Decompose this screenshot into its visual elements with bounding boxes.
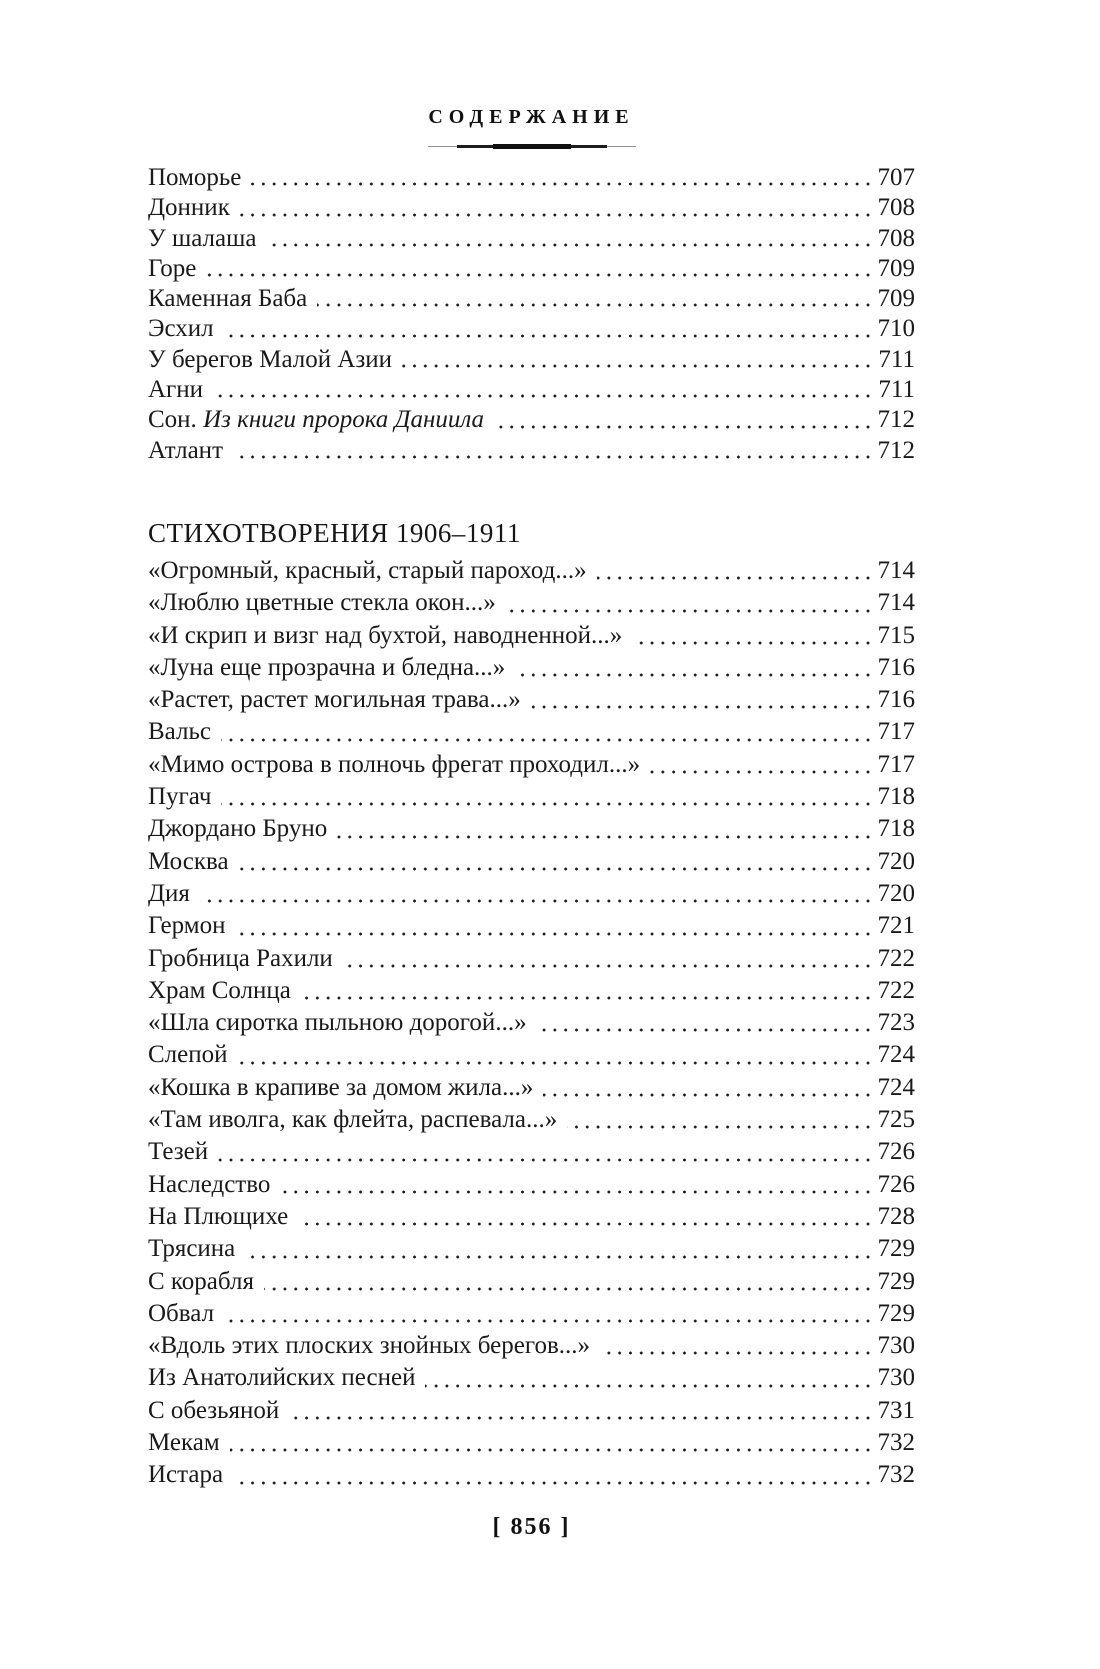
toc-entry xyxy=(148,375,915,405)
toc-entry xyxy=(148,163,915,193)
toc-entry xyxy=(148,1169,915,1201)
toc-entry-title: Донник xyxy=(148,193,240,223)
page-title: СОДЕРЖАНИЕ xyxy=(428,106,635,128)
toc-entry xyxy=(148,1201,915,1233)
toc-entry-title: «Огромный, красный, старый пароход...» xyxy=(148,555,597,587)
toc-entry-page-number: 714 xyxy=(874,555,916,587)
toc-entry xyxy=(148,1136,915,1168)
toc-entry-page-number: 709 xyxy=(874,254,916,284)
rule-mid-right xyxy=(571,145,607,148)
toc-entry-title: «Там иволга, как флейта, распевала...» xyxy=(148,1104,567,1136)
toc-entry-page-number: 718 xyxy=(874,813,916,845)
toc-entry-page-number: 717 xyxy=(874,749,916,781)
toc-entry-page-number: 729 xyxy=(874,1233,916,1265)
toc-entry-title: «И скрип и визг над бухтой, наводненной...» xyxy=(148,620,632,652)
toc-entry-page-number: 732 xyxy=(874,1459,916,1491)
toc-entry xyxy=(148,684,915,716)
toc-entry xyxy=(148,813,915,845)
toc-entry-page-number: 711 xyxy=(874,375,915,405)
toc-entry-title: Гробница Рахили xyxy=(148,943,343,975)
toc-entry-title: Джордано Бруно xyxy=(148,813,337,845)
toc-entry-page-number: 723 xyxy=(874,1007,916,1039)
toc-section-heading: СТИХОТВОРЕНИЯ 1906–1911 xyxy=(148,517,521,548)
toc-entry-page-number: 722 xyxy=(874,975,916,1007)
toc-entry xyxy=(148,1459,915,1491)
rule-thick-center xyxy=(493,144,571,149)
toc-entry xyxy=(148,555,915,587)
toc-entry-title: Атлант xyxy=(148,436,233,466)
toc-entry xyxy=(148,405,915,435)
toc-entry-title: «Растет, растет могильная трава...» xyxy=(148,684,531,716)
toc-entry xyxy=(148,587,915,619)
toc-entry-title: Слепой xyxy=(148,1039,238,1071)
toc-entry-page-number: 715 xyxy=(874,620,916,652)
toc-entry-page-number: 709 xyxy=(874,284,916,314)
toc-entry-page-number: 728 xyxy=(874,1201,916,1233)
toc xyxy=(148,163,915,1492)
toc-entry xyxy=(148,846,915,878)
toc-entry xyxy=(148,254,915,284)
toc-entry-title: Дия xyxy=(148,878,200,910)
toc-entry xyxy=(148,436,915,466)
toc-entry-page-number: 708 xyxy=(874,224,916,254)
rule-mid-left xyxy=(457,145,493,148)
toc-entry xyxy=(148,1233,915,1265)
toc-entry-title: Горе xyxy=(148,254,206,284)
toc-entry-page-number: 725 xyxy=(874,1104,916,1136)
toc-entry xyxy=(148,910,915,942)
toc-entry-title: На Плющихе xyxy=(148,1201,298,1233)
toc-entry-title: «Шла сиротка пыльною дорогой...» xyxy=(148,1007,537,1039)
toc-entry-page-number: 718 xyxy=(874,781,916,813)
toc-entry-page-number: 712 xyxy=(874,405,916,435)
toc-entry-title: «Вдоль этих плоских знойных берегов...» xyxy=(148,1330,600,1362)
toc-entry xyxy=(148,1362,915,1394)
toc-entry-title: «Луна еще прозрачна и бледна...» xyxy=(148,652,515,684)
toc-entry-title: Храм Солнца xyxy=(148,975,301,1007)
page-footer-number: [ 856 ] xyxy=(492,1514,571,1540)
toc-entry-title: Обвал xyxy=(148,1298,224,1330)
toc-entry xyxy=(148,1039,915,1071)
toc-entry-title: Тезей xyxy=(148,1136,218,1168)
toc-entry-page-number: 720 xyxy=(874,846,916,878)
toc-entry xyxy=(148,975,915,1007)
toc-entry-title: Сон. Из книги пророка Даниила xyxy=(148,405,494,435)
toc-entry-title: С корабля xyxy=(148,1266,264,1298)
toc-entry-title: Истара xyxy=(148,1459,233,1491)
toc-entry xyxy=(148,1266,915,1298)
toc-entry xyxy=(148,943,915,975)
toc-entry-title: «Люблю цветные стекла окон...» xyxy=(148,587,506,619)
toc-entry-title-italic: Из книги пророка Даниила xyxy=(196,406,485,434)
toc-entry xyxy=(148,1104,915,1136)
ornamental-rule xyxy=(428,144,636,149)
toc-entry-page-number: 711 xyxy=(874,345,915,375)
toc-entry-title: Поморье xyxy=(148,163,251,193)
toc-entry-page-number: 729 xyxy=(874,1298,916,1330)
toc-entry-title: У шалаша xyxy=(148,224,266,254)
toc-entry-page-number: 724 xyxy=(874,1039,916,1071)
toc-entry-page-number: 730 xyxy=(874,1330,916,1362)
toc-entry-title: У берегов Малой Азии xyxy=(148,345,402,375)
toc-entry xyxy=(148,345,915,375)
toc-entry-page-number: 730 xyxy=(874,1362,916,1394)
toc-entry-page-number: 712 xyxy=(874,436,916,466)
rule-thin-right xyxy=(607,146,636,147)
toc-entry-page-number: 714 xyxy=(874,587,916,619)
toc-entry-title: Москва xyxy=(148,846,239,878)
toc-entry-page-number: 729 xyxy=(874,1266,916,1298)
toc-entry-title: Эсхил xyxy=(148,314,224,344)
toc-entry-title: «Кошка в крапиве за домом жила...» xyxy=(148,1072,543,1104)
toc-entry xyxy=(148,1072,915,1104)
toc-entry-page-number: 717 xyxy=(874,716,916,748)
toc-entry xyxy=(148,1395,915,1427)
toc-entry-title: Наследство xyxy=(148,1169,280,1201)
toc-entry-page-number: 724 xyxy=(874,1072,916,1104)
toc-entry xyxy=(148,1298,915,1330)
toc-entry-page-number: 732 xyxy=(874,1427,916,1459)
toc-section xyxy=(148,163,915,466)
toc-entry-page-number: 716 xyxy=(874,684,916,716)
toc-entry xyxy=(148,193,915,223)
toc-entry xyxy=(148,878,915,910)
toc-entry-page-number: 708 xyxy=(874,193,916,223)
toc-entry xyxy=(148,1330,915,1362)
toc-entry xyxy=(148,620,915,652)
rule-thin-left xyxy=(428,146,457,147)
toc-entry-page-number: 721 xyxy=(874,910,916,942)
toc-entry-title: Агни xyxy=(148,375,213,405)
toc-entry-title: Трясина xyxy=(148,1233,245,1265)
toc-entry-page-number: 731 xyxy=(874,1395,916,1427)
toc-entry-title: Мекам xyxy=(148,1427,230,1459)
toc-entry-title: «Мимо острова в полночь фрегат проходил...» xyxy=(148,749,650,781)
toc-entry xyxy=(148,1007,915,1039)
toc-entry xyxy=(148,781,915,813)
toc-entry-page-number: 726 xyxy=(874,1169,916,1201)
toc-section xyxy=(148,516,915,1492)
toc-entry-page-number: 710 xyxy=(874,314,916,344)
toc-entry xyxy=(148,749,915,781)
toc-entry xyxy=(148,284,915,314)
toc-entry-title: Из Анатолийских песней xyxy=(148,1362,425,1394)
toc-entry-page-number: 720 xyxy=(874,878,916,910)
toc-entry-page-number: 716 xyxy=(874,652,916,684)
toc-entry xyxy=(148,314,915,344)
toc-entry xyxy=(148,1427,915,1459)
toc-entry-title: С обезьяной xyxy=(148,1395,289,1427)
toc-entry xyxy=(148,716,915,748)
toc-entry-page-number: 722 xyxy=(874,943,916,975)
toc-entry xyxy=(148,652,915,684)
toc-entry-page-number: 707 xyxy=(874,163,916,193)
toc-entry-title: Гермон xyxy=(148,910,235,942)
toc-entry-title: Каменная Баба xyxy=(148,284,317,314)
toc-entry-page-number: 726 xyxy=(874,1136,916,1168)
toc-entry-title: Вальс xyxy=(148,716,221,748)
toc-entry-title: Пугач xyxy=(148,781,221,813)
toc-entry xyxy=(148,224,915,254)
